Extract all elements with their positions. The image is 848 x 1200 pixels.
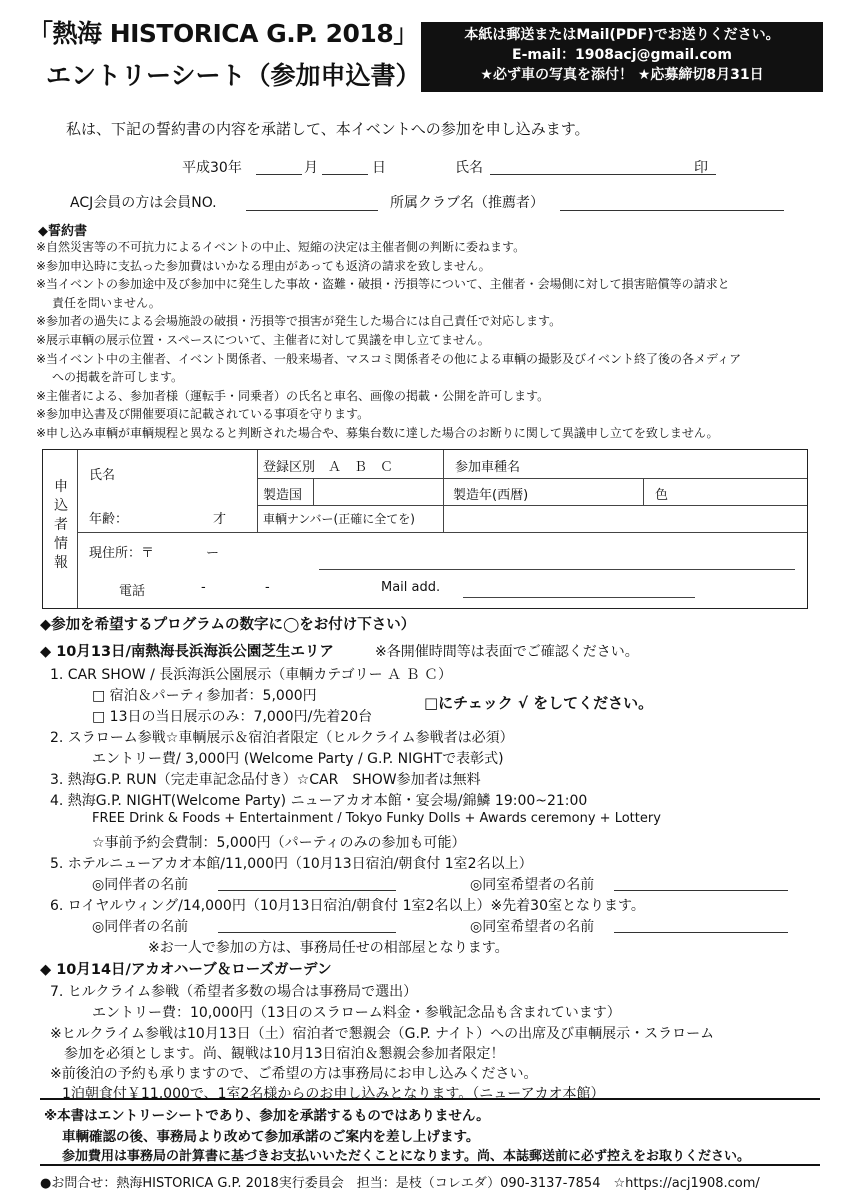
notice-line-email: E-mail：1908acj@gmail.com bbox=[512, 47, 732, 63]
car-model-label: 参加車種名 bbox=[455, 460, 521, 475]
extra-stay-note-2: 1泊朝食付￥11,000で、1室2名様からのお申し込みとなります。（ニューアカオ本館） bbox=[62, 1086, 605, 1102]
program-1-option-stay[interactable]: □ 宿泊＆パーティ参加者：5,000円 bbox=[92, 688, 317, 704]
day2-title: ◆ 10月14日/アカオハーブ＆ローズガーデン bbox=[40, 962, 332, 978]
program-1-car-show[interactable]: 1. CAR SHOW / 長浜海浜公園展示（車輌カテゴリー Ａ Ｂ Ｃ） bbox=[50, 667, 453, 683]
pledge-item: ※参加申込書及び開催要項に記載されている事項を守ります。 bbox=[36, 407, 370, 422]
pledge-item: ※当イベントの参加途中及び参加中に発生した事故・盗難・破損・汚損等について、主催者・会場側に対して損害賠償等の請求と bbox=[36, 277, 730, 292]
program-5-companion-label: ◎同伴者の名前 bbox=[92, 877, 189, 893]
pledge-item: ※主催者による、参加者様（運転手・同乗者）の氏名と車名、画像の掲載・公開を許可します。 bbox=[36, 388, 550, 403]
program-6-roommate-label: ◎同室希望者の名前 bbox=[470, 919, 595, 935]
notice-line-1: 本紙は郵送またはMail(PDF)でお送りください。 bbox=[464, 27, 780, 43]
pledge-heading: ◆誓約書 bbox=[38, 224, 87, 239]
pledge-item: ※展示車輌の展示位置・スペースについて、主催者に対して異議を申し立てません。 bbox=[36, 332, 490, 347]
date-day-field[interactable] bbox=[322, 174, 368, 175]
color-label: 色 bbox=[655, 488, 669, 503]
disclaimer-line-2: 車輌確認の後、事務局より改めて参加承諾のご案内を差し上げます。 bbox=[62, 1129, 480, 1145]
pledge-item: ※申し込み車輌が車輌規程と異なると判断された場合や、募集台数に達した場合のお断りに関して異議申し立てを致しません。 bbox=[36, 425, 719, 440]
pledge-item: ※当イベント中の主催者、イベント関係者、一般来場者、マスコミ関係者その他による車輌の撮影及びイベント終了後の各メディア bbox=[36, 351, 742, 366]
notice-line-deadline: ★必ず車の写真を添付！ ★応募締切8月31日 bbox=[480, 67, 764, 83]
checkbox-instruction: □にチェック √ をしてください。 bbox=[424, 694, 654, 712]
registration-class-label: 登録区別 Ａ Ｂ Ｃ bbox=[263, 460, 394, 475]
program-6-roommate-field[interactable] bbox=[614, 932, 788, 933]
applicant-name-field[interactable] bbox=[490, 174, 716, 175]
date-month-field[interactable] bbox=[256, 174, 302, 175]
submission-notice-box bbox=[421, 22, 823, 92]
month-label: 月 bbox=[304, 160, 318, 176]
day1-note: ※各開催時間等は表面でご確認ください。 bbox=[375, 644, 639, 660]
program-2-fee: エントリー費/ 3,000円 (Welcome Party / G.P. NIGHTで表彰式) bbox=[92, 751, 504, 767]
member-number-label: ACJ会員の方は会員NO. bbox=[70, 195, 217, 211]
pledge-item: ※参加申込時に支払った参加費はいかなる理由があっても返済の請求を致しません。 bbox=[36, 258, 491, 273]
day1-title: ◆ 10月13日/南熱海長浜海浜公園芝生エリア bbox=[40, 644, 334, 660]
member-number-field[interactable] bbox=[246, 210, 378, 211]
name-cell-label: 氏名 bbox=[89, 468, 116, 483]
applicant-info-table: 申 込 者 情 報 氏名 登録区別 Ａ Ｂ Ｃ 参加車種名 製造国 製造年(西暦) 色 年齢： 才 車輌ナンバー(正確に全てを) 現住所：〒 ー 電話 - - Mail add. bbox=[42, 449, 808, 609]
program-5-hotel-main[interactable]: 5. ホテルニューアカオ本館/11,000円（10月13日宿泊/朝食付 1室2名以上） bbox=[50, 856, 533, 872]
pledge-list bbox=[36, 238, 826, 443]
document-title: 「熱海 HISTORICA G.P. 2018」 bbox=[28, 19, 418, 48]
program-7-note-1: ※ヒルクライム参戦は10月13日（土）宿泊者で懇親会（G.P. ナイト）への出席及び車輌展示・スラローム bbox=[50, 1026, 715, 1042]
program-6-royal-wing[interactable]: 6. ロイヤルウィング/14,000円（10月13日宿泊/朝食付 1室2名以上）※先着30室となります。 bbox=[50, 898, 645, 914]
age-unit: 才 bbox=[213, 512, 227, 527]
program-2-slalom[interactable]: 2. スラローム参戦☆車輌展示＆宿泊者限定（ヒルクライム参戦者は必須） bbox=[50, 730, 514, 746]
year-of-manufacture-label: 製造年(西暦) bbox=[453, 488, 529, 503]
program-4-night[interactable]: 4. 熱海G.P. NIGHT(Welcome Party) ニューアカオ本館・宴会場/錦鱗 19:00~21:00 bbox=[50, 793, 588, 809]
pledge-item: ※参加者の過失による会場施設の破損・汚損等で損害が発生した場合には自己責任で対応します。 bbox=[36, 314, 562, 329]
program-4-details: FREE Drink & Foods + Entertainment / Tokyo Funky Dolls + Awards ceremony + Lottery bbox=[92, 811, 661, 826]
program-1-option-dayonly[interactable]: □ 13日の当日展示のみ：7,000円/先着20台 bbox=[92, 709, 373, 725]
intro-statement: 私は、下記の誓約書の内容を承諾して、本イベントへの参加を申し込みます。 bbox=[66, 120, 590, 138]
pledge-item: 責任を問いません。 bbox=[52, 295, 161, 310]
address-label: 現住所：〒 ー bbox=[89, 546, 220, 561]
applicant-info-side-label: 申 込 者 情 報 bbox=[54, 479, 68, 571]
mail-address-label: Mail add. bbox=[381, 580, 441, 595]
country-of-manufacture-label: 製造国 bbox=[263, 488, 303, 503]
entry-disclaimer-box bbox=[40, 1098, 820, 1166]
seal-mark: 印 bbox=[694, 160, 708, 176]
program-5-companion-field[interactable] bbox=[218, 890, 396, 891]
disclaimer-line-1: ※本書はエントリーシートであり、参加を承諾するものではありません。 bbox=[44, 1108, 490, 1124]
program-4-fee: ☆事前予約会費制：5,000円（パーティのみの参加も可能） bbox=[92, 835, 466, 851]
program-5-roommate-label: ◎同室希望者の名前 bbox=[470, 877, 595, 893]
day-label: 日 bbox=[372, 160, 386, 176]
program-6-companion-field[interactable] bbox=[218, 932, 396, 933]
program-7-note-2: 参加を必須とします。尚、観戦は10月13日宿泊＆懇親会参加者限定！ bbox=[64, 1046, 505, 1062]
program-3-run[interactable]: 3. 熱海G.P. RUN（完走車記念品付き）☆CAR SHOW参加者は無料 bbox=[50, 772, 481, 788]
contact-footer: ●お問合せ：熱海HISTORICA G.P. 2018実行委員会 担当：是枝（コレエダ）090-3137-7854 ☆https://acj1908.com/ bbox=[40, 1176, 760, 1191]
program-5-roommate-field[interactable] bbox=[614, 890, 788, 891]
disclaimer-line-3: 参加費用は事務局の計算書に基づきお支払いいただくことになります。尚、本誌郵送前に必ず控えをお取りください。 bbox=[62, 1149, 750, 1164]
phone-label: 電話 bbox=[119, 584, 146, 599]
extra-stay-note-1: ※前後泊の予約も承りますので、ご希望の方は事務局にお申し込みください。 bbox=[50, 1066, 538, 1082]
pledge-item: ※自然災害等の不可抗力によるイベントの中止、短縮の決定は主催者側の判断に委ねます。 bbox=[36, 240, 526, 254]
program-7-hillclimb[interactable]: 7. ヒルクライム参戦（希望者多数の場合は事務局で選出） bbox=[50, 984, 418, 1000]
pledge-item: への掲載を許可します。 bbox=[52, 370, 184, 385]
club-name-field[interactable] bbox=[560, 210, 784, 211]
applicant-name-label: 氏名 bbox=[455, 160, 483, 176]
date-era-label: 平成30年 bbox=[182, 160, 242, 176]
document-subtitle: エントリーシート（参加申込書） bbox=[46, 61, 421, 90]
programs-heading: ◆参加を希望するプログラムの数字に◯をお付け下さい） bbox=[40, 617, 416, 633]
license-plate-label: 車輌ナンバー(正確に全てを) bbox=[263, 512, 415, 526]
age-label: 年齢： bbox=[89, 512, 129, 527]
club-name-label: 所属クラブ名（推薦者） bbox=[390, 195, 544, 211]
program-6-companion-label: ◎同伴者の名前 bbox=[92, 919, 189, 935]
solo-participant-note: ※お一人で参加の方は、事務局任せの相部屋となります。 bbox=[148, 940, 509, 956]
program-7-fee: エントリー費：10,000円（13日のスラローム料金・参戦記念品も含まれています） bbox=[92, 1005, 621, 1021]
